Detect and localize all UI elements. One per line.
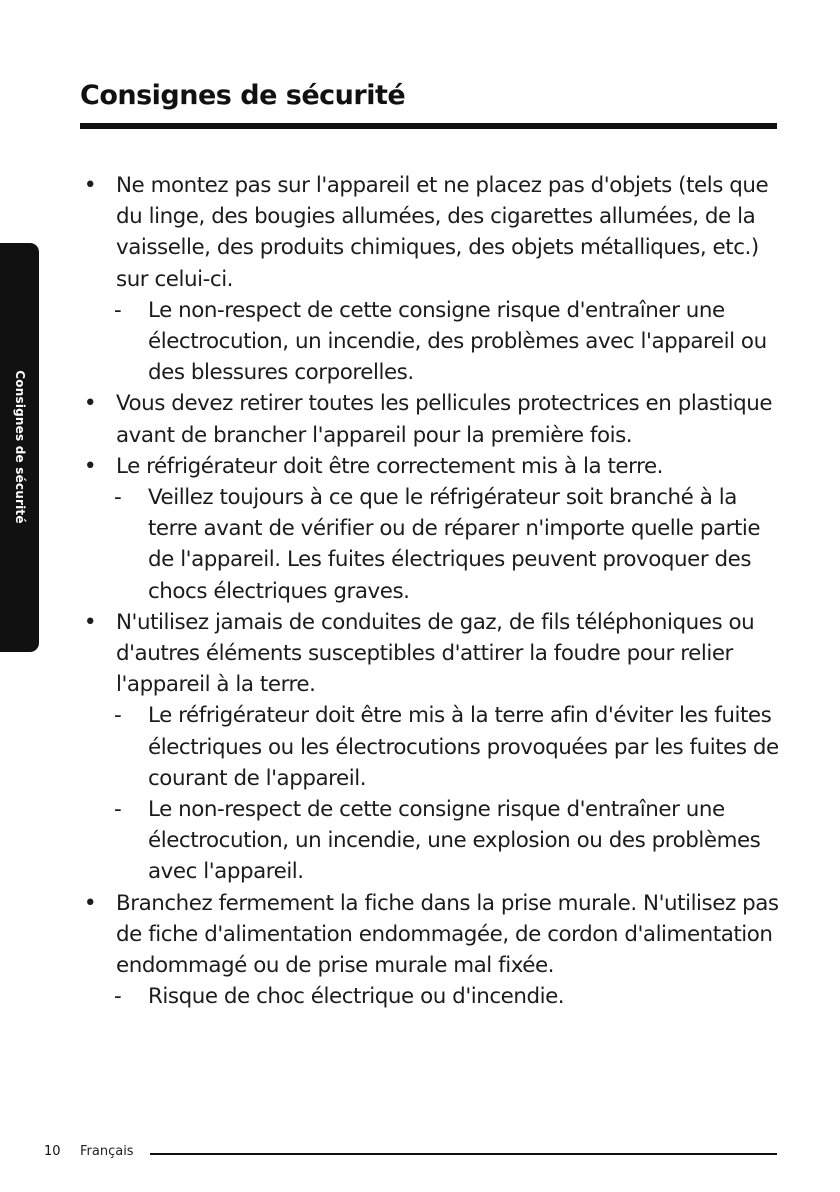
sub-item <box>80 981 780 1012</box>
sub-item-text: Veillez toujours à ce que le réfrigérateur soit branché à la terre avant de vérifier ou de réparer n'importe quelle partie de l'appareil. Les fuites électriques peuvent provoquer des chocs électriques graves. <box>148 485 761 604</box>
page-title: Consignes de sécurité <box>80 80 406 111</box>
bullet-marker: • <box>83 173 97 198</box>
list-item-text: Vous devez retirer toutes les pellicules protectrices en plastique avant de brancher l'appareil pour la première fois. <box>116 391 773 448</box>
bullet-marker: • <box>83 609 97 635</box>
sub-item-text: Le réfrigérateur doit être mis à la terre afin d'éviter les fuites électriques ou les électrocutions provoquées par les fuites de courant de l'appareil. <box>148 703 779 791</box>
bullet-marker: • <box>83 453 97 479</box>
sub-item <box>80 295 780 389</box>
page-number: 10 <box>44 1144 61 1159</box>
footer-language: Français <box>80 1144 134 1159</box>
sub-item <box>80 794 780 888</box>
dash-marker: - <box>114 797 122 823</box>
sub-item-text: Le non-respect de cette consigne risque d'entraîner une électrocution, un incendie, des problèmes avec l'appareil ou des blessures corporelles. <box>148 297 767 386</box>
list-item <box>80 888 780 1013</box>
title-rule <box>80 123 777 129</box>
list-item <box>80 607 780 888</box>
dash-marker: - <box>114 703 122 729</box>
list-item <box>80 451 780 607</box>
list-item <box>80 170 780 388</box>
footer-rule <box>150 1153 777 1155</box>
bullet-marker: • <box>83 391 97 417</box>
dash-marker: - <box>114 297 122 323</box>
side-tab-label: Consignes de sécurité <box>13 370 27 524</box>
sub-item-text: Le non-respect de cette consigne risque d'entraîner une électrocution, un incendie, une explosion ou des problèmes avec l'appareil. <box>148 797 761 885</box>
sub-item <box>80 700 780 794</box>
sub-item <box>80 482 780 607</box>
sub-item-text: Risque de choc électrique ou d'incendie. <box>148 984 565 1010</box>
list-item-text: Branchez fermement la fiche dans la prise murale. N'utilisez pas de fiche d'alimentation endommagée, de cordon d'alimentation endommagé ou de prise murale mal fixée. <box>116 890 779 979</box>
safety-instructions-list <box>80 170 780 1012</box>
list-item-text: Le réfrigérateur doit être correctement mis à la terre. <box>116 453 663 479</box>
list-item <box>80 388 780 450</box>
list-item-text: N'utilisez jamais de conduites de gaz, de fils téléphoniques ou d'autres éléments susceptibles d'attirer la foudre pour relier l'appareil à la terre. <box>116 609 755 698</box>
dash-marker: - <box>114 984 122 1010</box>
list-item-text: Ne montez pas sur l'appareil et ne placez pas d'objets (tels que du linge, des bougies allumées, des cigarettes allumées, de la vaisselle, des produits chimiques, des objets métalliques, etc.) sur celui-ci. <box>116 173 769 292</box>
dash-marker: - <box>114 485 122 511</box>
bullet-marker: • <box>83 890 97 916</box>
